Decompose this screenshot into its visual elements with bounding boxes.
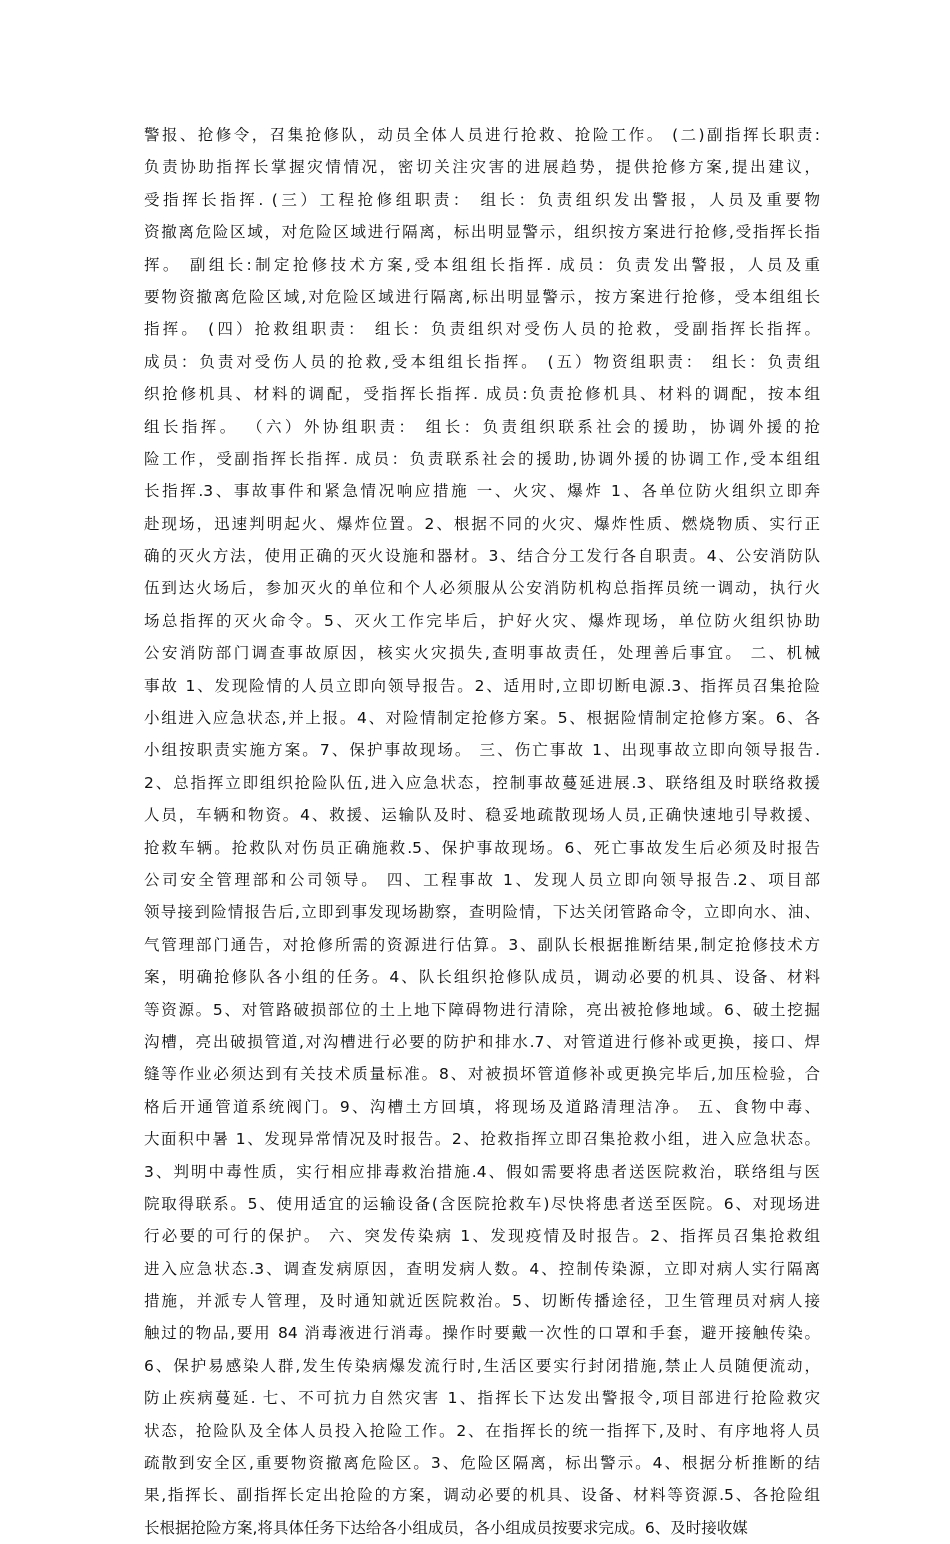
text-line: 缝等作业必须达到有关技术质量标准。8、对被损坏管道修补或更换完毕后,加压检验，合 (144, 1065, 820, 1084)
text-line: 小组按职责实施方案。7、保护事故现场。 三、伤亡事故 1、出现事故立即向领导报告. (144, 741, 820, 760)
text-line: 触过的物品,要用 84 消毒液进行消毒。操作时要戴一次性的口罩和手套，避开接触传染。 (144, 1324, 820, 1343)
text-line: 等资源。5、对管路破损部位的土上地下障碍物进行清除，亮出被抢修地域。6、破土挖掘 (144, 1000, 820, 1019)
text-line: 伍到达火场后，参加灭火的单位和个人必须服从公安消防机构总指挥员统一调动，执行火 (144, 579, 820, 598)
text-line: 挥。 副组长:制定抢修技术方案,受本组组长指挥. 成员：负责发出警报，人员及重 (144, 255, 820, 274)
text-line: 资撤离危险区域，对危险区域进行隔离，标出明显警示，组织按方案进行抢修,受指挥长指 (144, 223, 820, 242)
text-line: 案，明确抢修队各小组的任务。4、队长组织抢修队成员，调动必要的机具、设备、材料 (144, 968, 820, 987)
text-line: 确的灭火方法，使用正确的灭火设施和器材。3、结合分工发行各自职责。4、公安消防队 (144, 547, 820, 566)
text-line: 警报、抢修令，召集抢修队，动员全体人员进行抢救、抢险工作。 (二)副指挥长职责: (144, 126, 820, 144)
text-line: 状态，抢险队及全体人员投入抢险工作。2、在指挥长的统一指挥下,及时、有序地将人员 (144, 1421, 820, 1440)
text-line: 3、判明中毒性质，实行相应排毒救治措施.4、假如需要将患者送医院救治，联络组与医 (144, 1162, 820, 1181)
text-line: 沟槽，亮出破损管道,对沟槽进行必要的防护和排水.7、对管道进行修补或更换，接口、焊 (144, 1032, 820, 1051)
document-body (144, 119, 820, 1544)
text-line: 进入应急状态.3、调查发病原因，查明发病人数。4、控制传染源，立即对病人实行隔离 (144, 1259, 820, 1278)
text-line: 长根据抢险方案,将具体任务下达给各小组成员，各小组成员按要求完成。6、及时接收媒 (144, 1518, 748, 1537)
text-line: 果,指挥长、副指挥长定出抢险的方案，调动必要的机具、设备、材料等资源.5、各抢险组 (144, 1486, 820, 1505)
text-line: 受指挥长指挥. (三）工程抢修组职责： 组长：负责组织发出警报，人员及重要物 (144, 190, 820, 209)
text-line: 抢救车辆。抢救队对伤员正确施救.5、保护事故现场。6、死亡事故发生后必须及时报告 (144, 838, 820, 857)
text-line: 负责协助指挥长掌握灾情情况，密切关注灾害的进展趋势，提供抢修方案,提出建议， (144, 158, 820, 177)
text-line: 措施，并派专人管理，及时通知就近医院救治。5、切断传播途径，卫生管理员对病人接 (144, 1292, 820, 1311)
text-line: 行必要的可行的保护。 六、突发传染病 1、发现疫情及时报告。2、指挥员召集抢救组 (144, 1227, 820, 1246)
text-line: 织抢修机具、材料的调配，受指挥长指挥. 成员:负责抢修机具、材料的调配，按本组 (144, 385, 820, 404)
text-line: 人员，车辆和物资。4、救援、运输队及时、稳妥地疏散现场人员,正确快速地引导救援、 (144, 806, 820, 825)
text-line: 事故 1、发现险情的人员立即向领导报告。2、适用时,立即切断电源.3、指挥员召集抢险 (144, 676, 820, 695)
text-line: 领导接到险情报告后,立即到事发现场勘察，查明险情，下达关闭管路命令，立即向水、油、 (144, 903, 820, 922)
text-line: 格后开通管道系统阀门。9、沟槽土方回填，将现场及道路清理洁净。 五、食物中毒、 (144, 1097, 820, 1116)
text-line: 气管理部门通告，对抢修所需的资源进行估算。3、副队长根据推断结果,制定抢修技术方 (144, 935, 820, 954)
text-line: 防止疾病蔓延. 七、不可抗力自然灾害 1、指挥长下达发出警报令,项目部进行抢险救灾 (144, 1389, 820, 1408)
text-line: 疏散到安全区,重要物资撤离危险区。3、危险区隔离，标出警示。4、根据分析推断的结 (144, 1454, 820, 1473)
text-line: 公安消防部门调查事故原因，核实火灾损失,查明事故责任，处理善后事宜。 二、机械 (144, 644, 820, 663)
text-line: 公司安全管理部和公司领导。 四、工程事故 1、发现人员立即向领导报告.2、项目部 (144, 870, 820, 889)
text-line: 险工作，受副指挥长指挥. 成员：负责联系社会的援助,协调外援的协调工作,受本组组 (144, 449, 820, 468)
text-line: 大面积中暑 1、发现异常情况及时报告。2、抢救指挥立即召集抢救小组，进入应急状态。 (144, 1130, 820, 1149)
text-line: 院取得联系。5、使用适宜的运输设备(含医院抢救车)尽快将患者送至医院。6、对现场进 (144, 1194, 820, 1213)
text-line: 组长指挥。 （六）外协组职责： 组长：负责组织联系社会的援助，协调外援的抢 (144, 417, 820, 436)
text-line: 成员：负责对受伤人员的抢救,受本组组长指挥。 (五）物资组职责： 组长：负责组 (144, 352, 820, 371)
text-line: 指挥。 (四）抢救组职责： 组长：负责组织对受伤人员的抢救，受副指挥长指挥。 (144, 320, 820, 339)
text-line: 6、保护易感染人群,发生传染病爆发流行时,生活区要实行封闭措施,禁止人员随便流动， (144, 1356, 820, 1375)
text-line: 赴现场，迅速判明起火、爆炸位置。2、根据不同的火灾、爆炸性质、燃烧物质、实行正 (144, 514, 820, 533)
text-line: 小组进入应急状态,并上报。4、对险情制定抢修方案。5、根据险情制定抢修方案。6、各 (144, 709, 820, 728)
text-line: 要物资撤离危险区域,对危险区域进行隔离,标出明显警示，按方案进行抢修，受本组组长 (144, 287, 820, 306)
text-line: 长指挥.3、事故事件和紧急情况响应措施 一、火灾、爆炸 1、各单位防火组织立即奔 (144, 482, 820, 501)
text-line: 2、总指挥立即组织抢险队伍,进入应急状态，控制事故蔓延进展.3、联络组及时联络救援 (144, 773, 820, 792)
text-line: 场总指挥的灭火命令。5、灭火工作完毕后，护好火灾、爆炸现场，单位防火组织协助 (144, 611, 820, 630)
